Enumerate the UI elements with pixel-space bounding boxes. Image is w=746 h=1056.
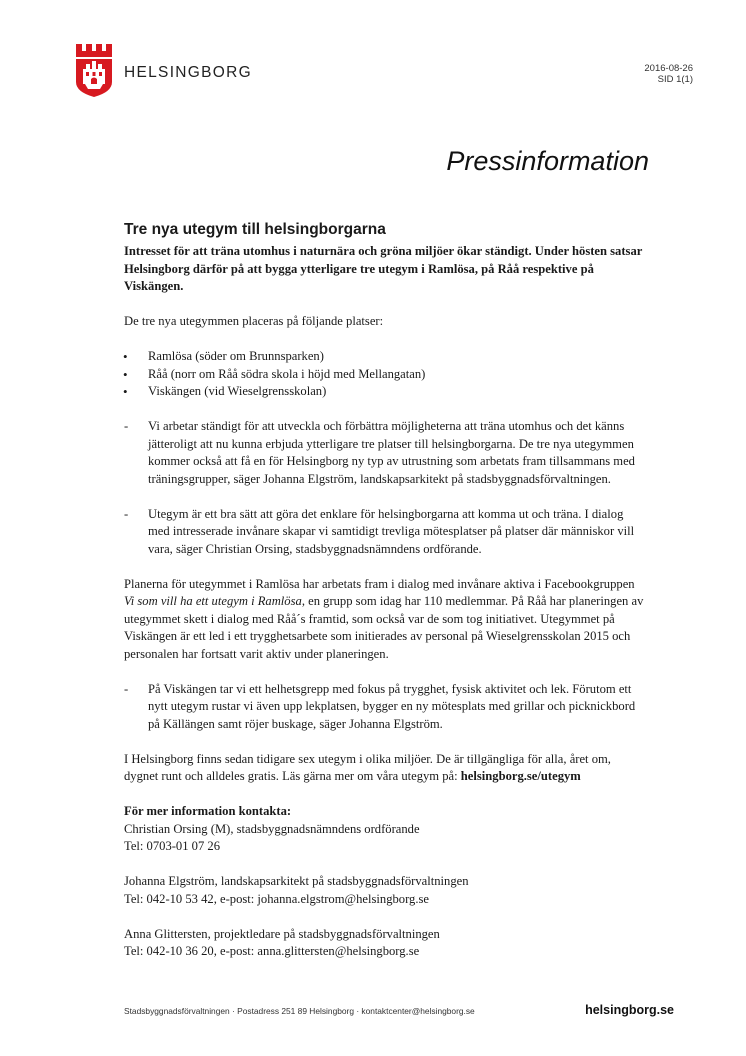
contact-block xyxy=(124,873,644,908)
closing-text: I Helsingborg finns sedan tidigare sex utegym i olika miljöer. De är tillgängliga för alla, året om, dygnet runt och alldeles gratis. Läs gärna mer om våra utegym på: xyxy=(124,751,611,783)
list-item: • Ramlösa (söder om Brunnsparken) xyxy=(124,348,644,366)
contact-details: Tel: 042-10 36 20, e-post: anna.glittersten@helsingborg.se xyxy=(124,944,420,958)
locations-intro: De tre nya utegymmen placeras på följande platser: xyxy=(124,314,384,328)
helsingborg-crown-shield-icon xyxy=(74,42,114,98)
planning-paragraph xyxy=(124,576,644,664)
quote-dash: - xyxy=(124,419,129,433)
brand-name: HELSINGBORG xyxy=(124,64,252,81)
contact-block xyxy=(124,926,644,961)
contact-name: Christian Orsing (M), stadsbyggnadsnämndens ordförande xyxy=(124,821,420,836)
quote-elgstrom xyxy=(124,418,644,488)
document-date: 2016-08-26 xyxy=(644,63,693,74)
locations-list xyxy=(124,348,644,401)
quote-dash: - xyxy=(124,506,129,521)
contact-name: Johanna Elgström, landskapsarkitekt på stadsbyggnadsförvaltningen xyxy=(124,874,469,888)
quote-text: Utegym är ett bra sätt att göra det enklare för helsingborgarna att komma ut och träna. I dialog med intresserade invånare skapar vi samtidigt trevliga mötesplatser på platser där människor vill vara, säger Christian Orsing, stadsbyggnadsnämndens ordförande. xyxy=(148,506,635,556)
quote-orsing xyxy=(124,506,644,559)
facebook-group-name: Vi som vill ha ett utegym i Ramlösa xyxy=(124,594,302,608)
document-meta xyxy=(644,63,693,85)
quote-text: På Viskängen tar vi ett helhetsgrepp med fokus på trygghet, fysisk aktivitet och lek. Förutom ett nytt utegym rustar vi även upp lekplatsen, bygger en ny mötesplats med grillar och picknickbord på Källängen samt röjer buskage, säger Johanna Elgström. xyxy=(148,681,636,731)
document-type: Pressinformation xyxy=(446,146,649,176)
contact-name: Anna Glittersten, projektledare på stadsbyggnadsförvaltningen xyxy=(124,926,440,941)
quote-dash: - xyxy=(124,681,129,696)
quote-elgstrom-viskangen xyxy=(124,681,644,734)
utegym-link[interactable]: helsingborg.se/utegym xyxy=(460,769,581,783)
page-number: SID 1(1) xyxy=(657,74,693,85)
footer-website-link[interactable]: helsingborg.se xyxy=(585,1003,674,1017)
article-title: Tre nya utegym till helsingborgarna xyxy=(124,221,386,238)
list-item: • Viskängen (vid Wieselgrensskolan) xyxy=(124,383,644,401)
contact-details: Tel: 042-10 53 42, e-post: johanna.elgstrom@helsingborg.se xyxy=(124,891,429,906)
quote-text: Vi arbetar ständigt för att utveckla och förbättra möjligheterna att träna utomhus och det känns jätteroligt att nu kunna erbjuda ytterligare tre platser till helsingborgarna. De tre nya utegymmen kommer också att få en för Helsingborg ny typ av utrustning som arbetats fram tillsammans med träningsgrupper, säger Johanna Elgström, landskapsarkitekt på stadsbyggnadsförvaltningen. xyxy=(148,419,635,486)
contacts-heading: För mer information kontakta: xyxy=(124,804,292,818)
contact-details: Tel: 0703-01 07 26 xyxy=(124,839,221,853)
footer-address: Stadsbyggnadsförvaltningen · Postadress 251 89 Helsingborg · kontaktcenter@helsingborg.se xyxy=(124,1006,475,1016)
list-item: • Råå (norr om Råå södra skola i höjd med Mellangatan) xyxy=(124,366,644,384)
paragraph-text: Planerna för utegymmet i Ramlösa har arbetats fram i dialog med invånare aktiva i Facebookgruppen xyxy=(124,576,635,591)
contact-block xyxy=(124,821,644,856)
paragraph-text: , en grupp som idag har 110 medlemmar. På Råå har planeringen av utegymmet skett i dialog med Rååˊs framtid, som också var de som tog initiativet. Utegymmet på Viskängen är ett led i ett trygghetsarbete som initierades av personal på Wieselgrensskolan 2015 och personalen har fortsatt varit aktiv under planeringen. xyxy=(124,594,644,661)
press-release-body xyxy=(124,220,644,961)
closing-paragraph xyxy=(124,751,644,786)
article-ingress: Intresset för att träna utomhus i naturnära och gröna miljöer ökar ständigt. Under hösten satsar Helsingborg därför på att bygga ytterligare tre utegym i Ramlösa, på Råå respektive på Viskängen. xyxy=(124,244,643,293)
